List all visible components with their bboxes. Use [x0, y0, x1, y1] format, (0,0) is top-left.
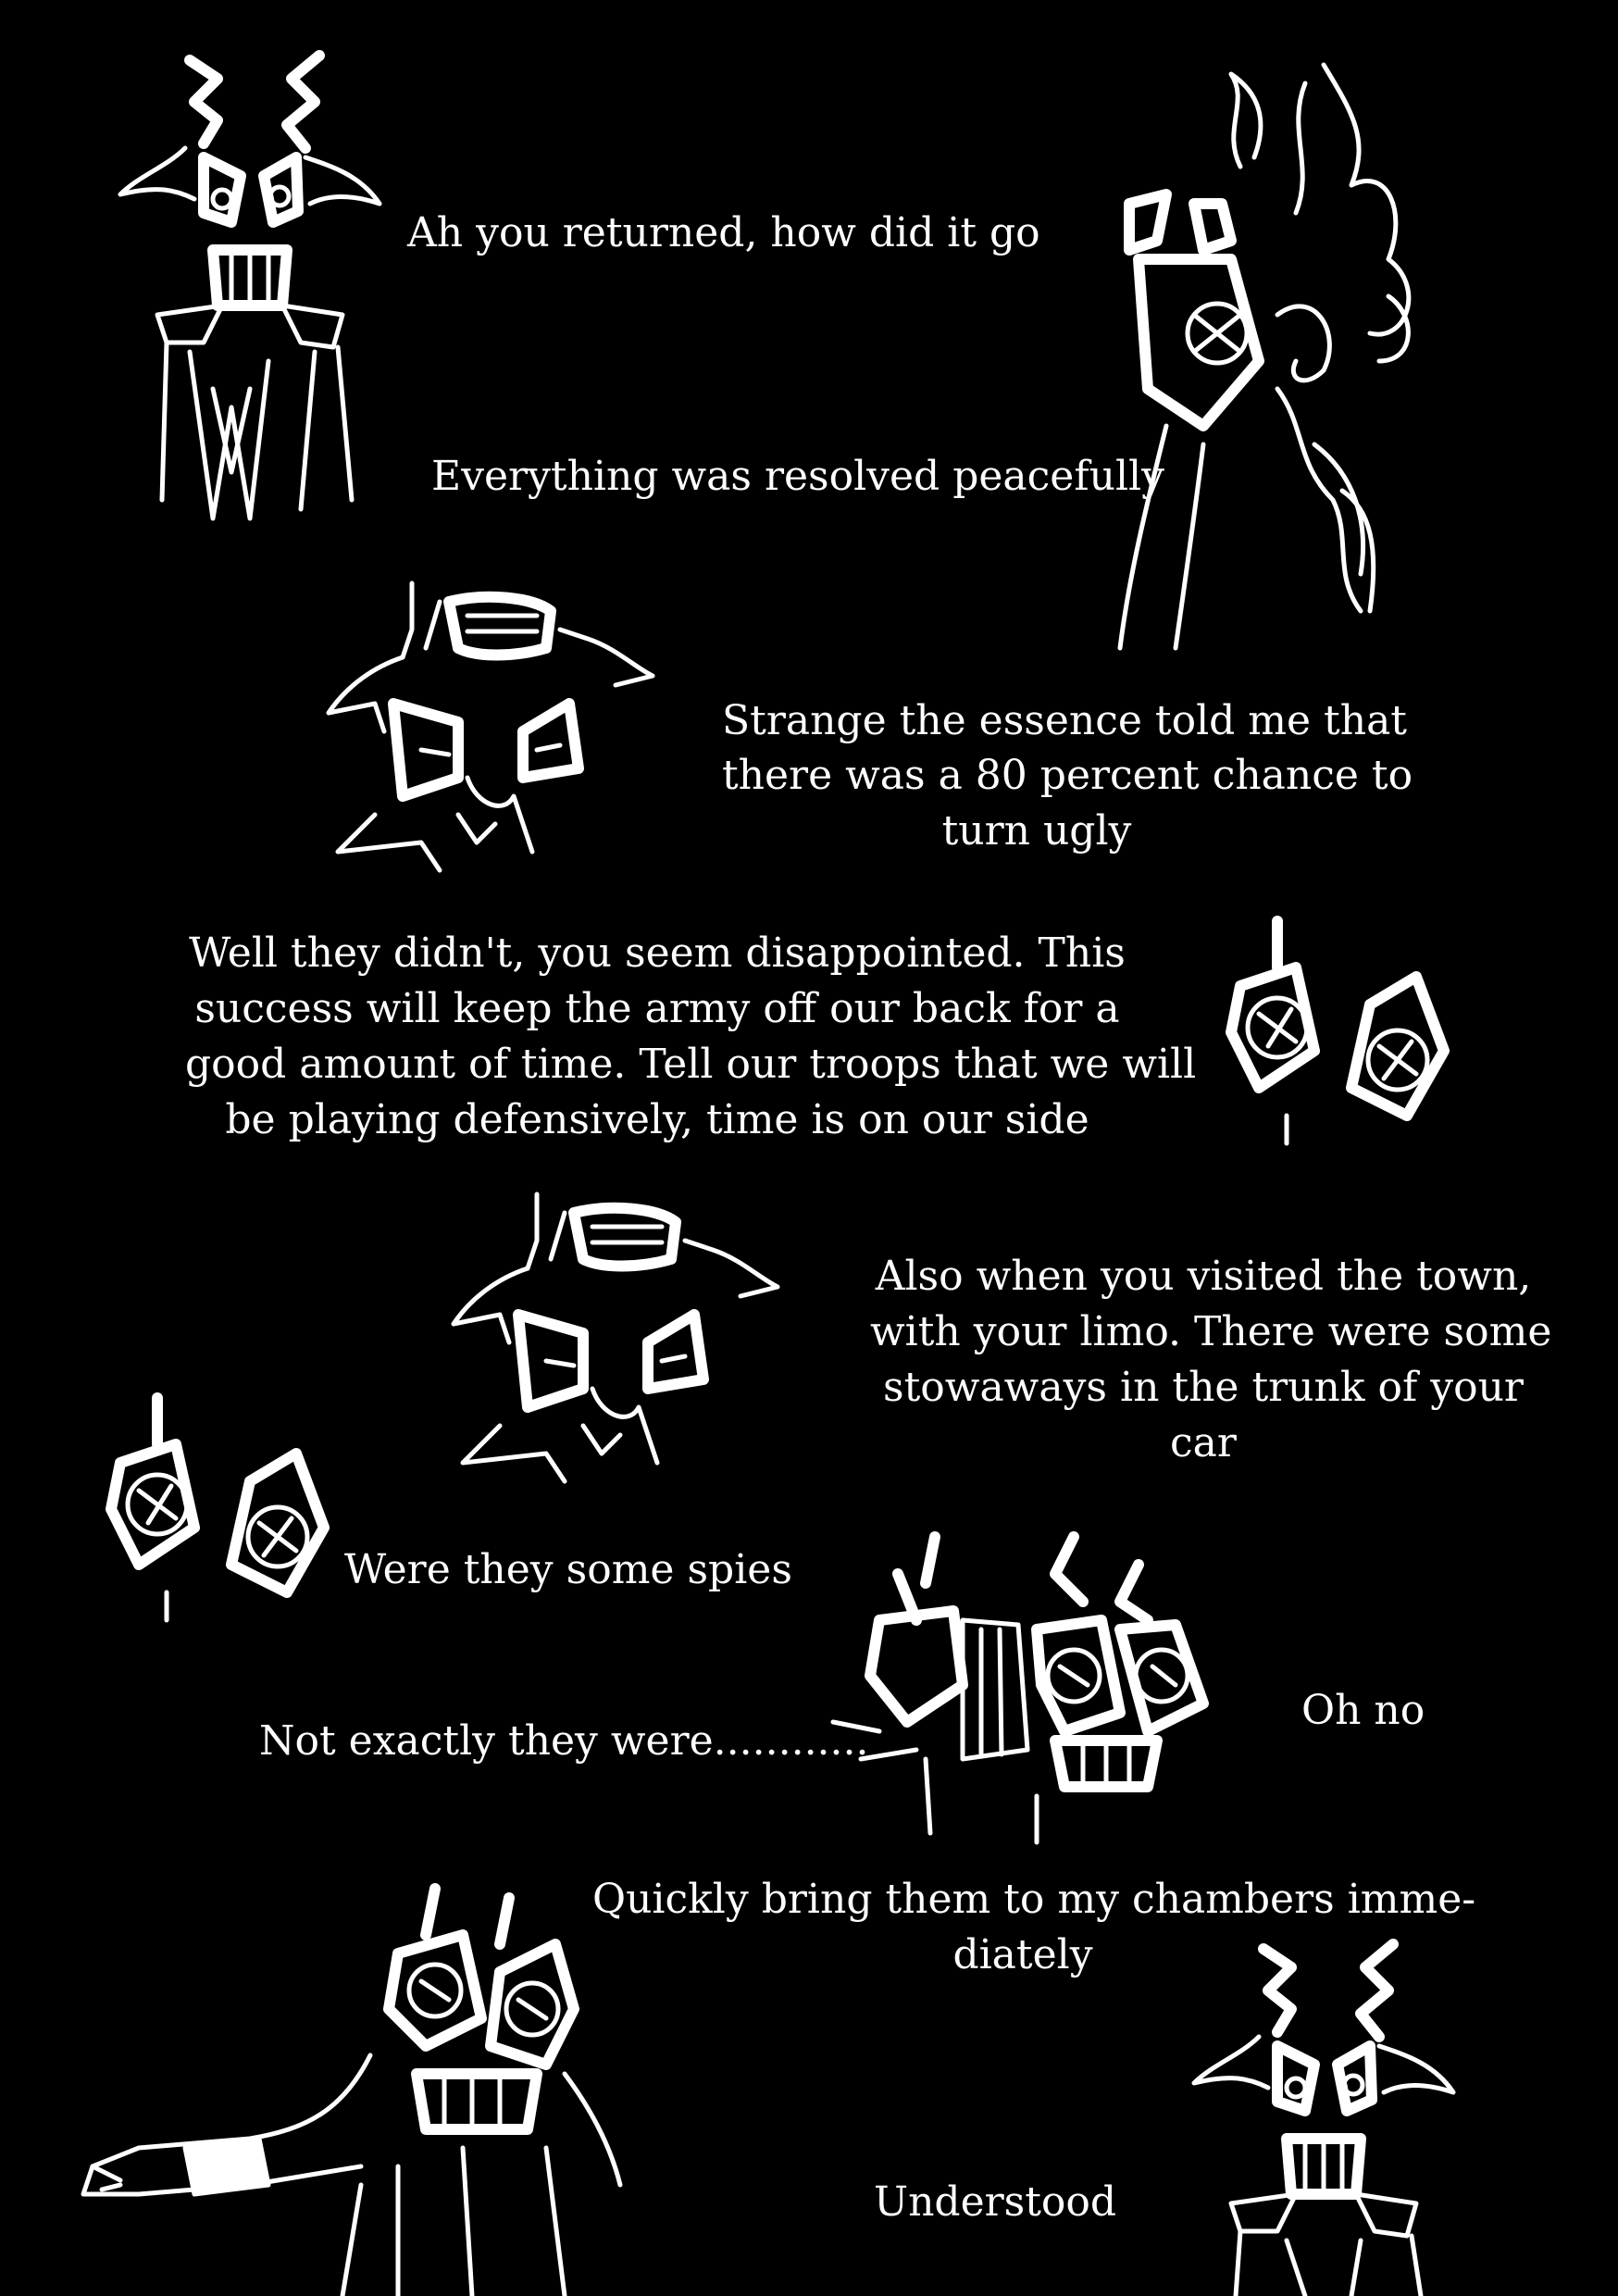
- dialogue-line: Were they some spies: [344, 1546, 792, 1593]
- dialogue-line: be playing defensively, time is on our side: [225, 1096, 1089, 1143]
- flame-spirit-figure: [1092, 56, 1444, 657]
- dialogue-line: Everything was resolved peacefully: [431, 453, 1164, 500]
- facepalm-pair-figure: [824, 1518, 1240, 1852]
- cracked-mask-figure: [83, 1389, 361, 1629]
- horned-demon-figure: [102, 37, 398, 537]
- dialogue-line: diately: [952, 1931, 1093, 1978]
- pointing-mask-figure: [65, 1870, 639, 2296]
- dialogue-line: with your limo. There were some: [870, 1308, 1552, 1355]
- dialogue-line: car: [1170, 1419, 1237, 1466]
- dialogue-line: good amount of time. Tell our troops that we will: [185, 1041, 1197, 1088]
- dialogue-line: there was a 80 percent chance to: [722, 752, 1413, 799]
- dialogue-line: Well they didn't, you seem disappointed. This: [189, 930, 1126, 977]
- dialogue-line: Also when you visited the town,: [875, 1253, 1532, 1300]
- goggled-demon-figure: [444, 1185, 796, 1500]
- horned-demon-figure: [1176, 1926, 1472, 2296]
- dialogue-line: stowaways in the trunk of your: [883, 1364, 1524, 1411]
- dialogue-line: turn ugly: [941, 807, 1132, 855]
- dialogue-line: Oh no: [1301, 1687, 1425, 1734]
- goggled-demon-figure: [319, 574, 671, 889]
- dialogue-line: Quickly bring them to my chambers imme-: [592, 1876, 1476, 1923]
- dialogue-line: Ah you returned, how did it go: [407, 209, 1040, 256]
- dialogue-line: success will keep the army off our back for a: [194, 985, 1120, 1032]
- dialogue-line: Understood: [874, 2178, 1117, 2226]
- cracked-mask-figure: [1203, 912, 1481, 1153]
- dialogue-line: Not exactly they were............: [259, 1717, 869, 1765]
- dialogue-line: Strange the essence told me that: [722, 697, 1407, 744]
